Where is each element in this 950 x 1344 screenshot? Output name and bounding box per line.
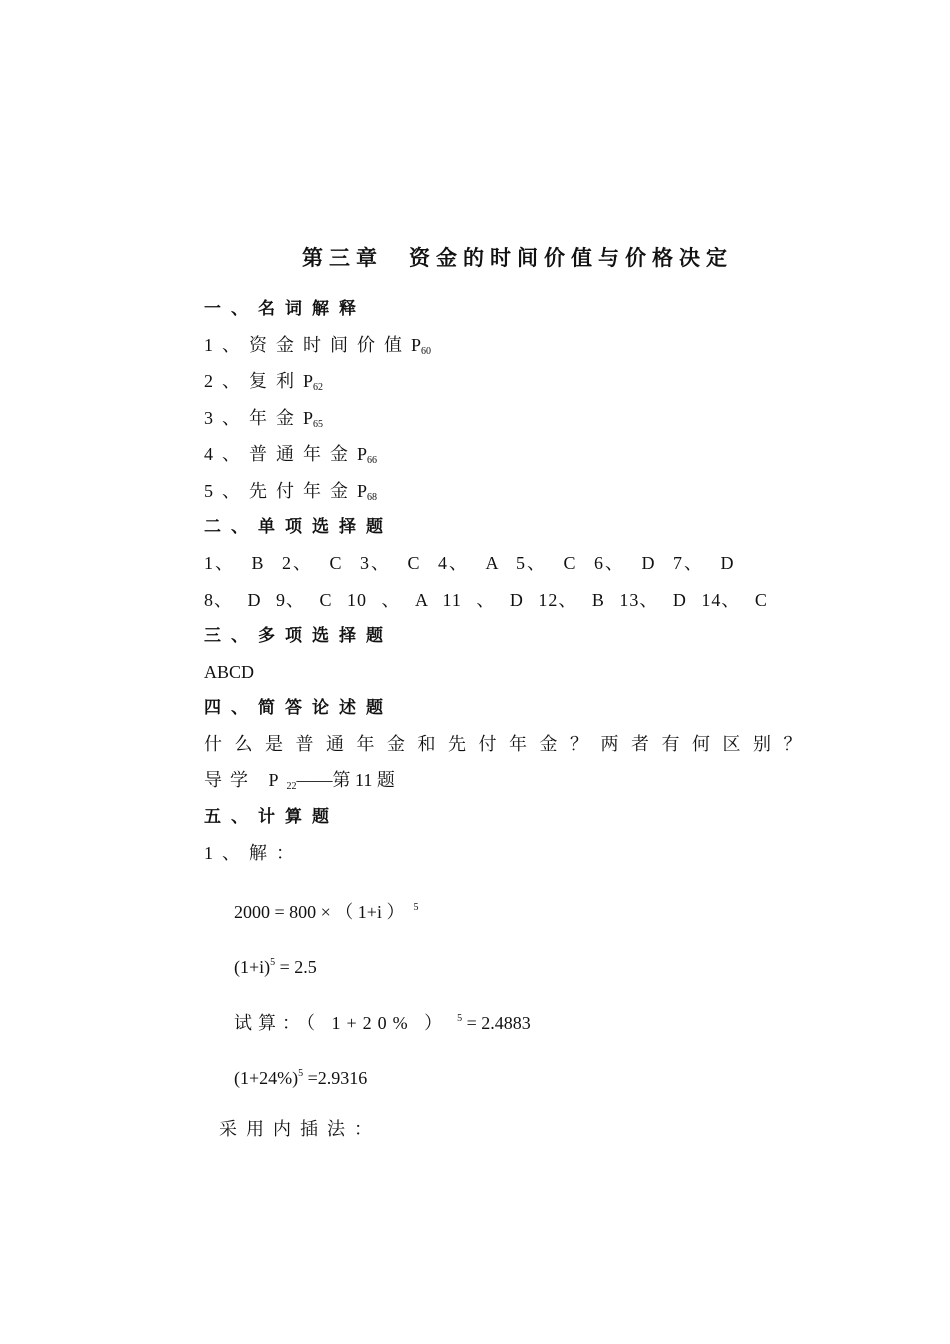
- short-answer-question: 什么是普通年金和先付年金？两者有何区别？: [204, 734, 814, 754]
- section-heading-multi-choice: 三、多项选择题: [204, 626, 393, 646]
- section-heading-terms: 一、名词解释: [204, 299, 366, 319]
- equation-3: 试算：（ 1+20% ） $^5$ = 2.4883: [234, 1013, 531, 1033]
- section-heading-calculation: 五、计算题: [204, 807, 339, 827]
- multi-choice-answer: ABCD: [204, 662, 255, 682]
- calculation-item: 1、解：: [204, 843, 303, 863]
- term-item: 1、资金时间价值$P_{60}$: [204, 335, 432, 357]
- single-choice-answers-line1: 1、 B 2、 C 3、 C 4、 A 5、 C 6、 D 7、 D: [204, 553, 736, 573]
- interpolation-method: 采用内插法：: [219, 1119, 381, 1139]
- term-item: 5、先付年金$P_{68}$: [204, 481, 378, 503]
- chapter-name: 资金的时间价值与价格决定: [409, 246, 733, 270]
- section-heading-single-choice: 二、单项选择题: [204, 517, 393, 537]
- short-answer-reference: 导学 $P_{22}——$第 11 题: [204, 770, 395, 792]
- single-choice-answers-line2: 8、 D 9、 C 10 、 A 11 、 D 12、 B 13、 D 14、 C: [204, 590, 768, 610]
- term-item: 3、年金$P_{65}$: [204, 408, 324, 430]
- equation-4: $(1+24\%)^5 =2.9316$: [234, 1068, 368, 1088]
- section-heading-short-answer: 四、简答论述题: [204, 698, 393, 718]
- chapter-number: 第三章: [302, 246, 383, 270]
- term-item: 2、复利$P_{62}$: [204, 371, 324, 393]
- page-title: [302, 247, 733, 269]
- equation-2: $(1+i)^5 = 2.5$: [234, 957, 317, 977]
- equation-1: 2000 = 800 × （ 1+i ） $^5$: [234, 902, 419, 922]
- term-item: 4、普通年金$P_{66}$: [204, 444, 378, 466]
